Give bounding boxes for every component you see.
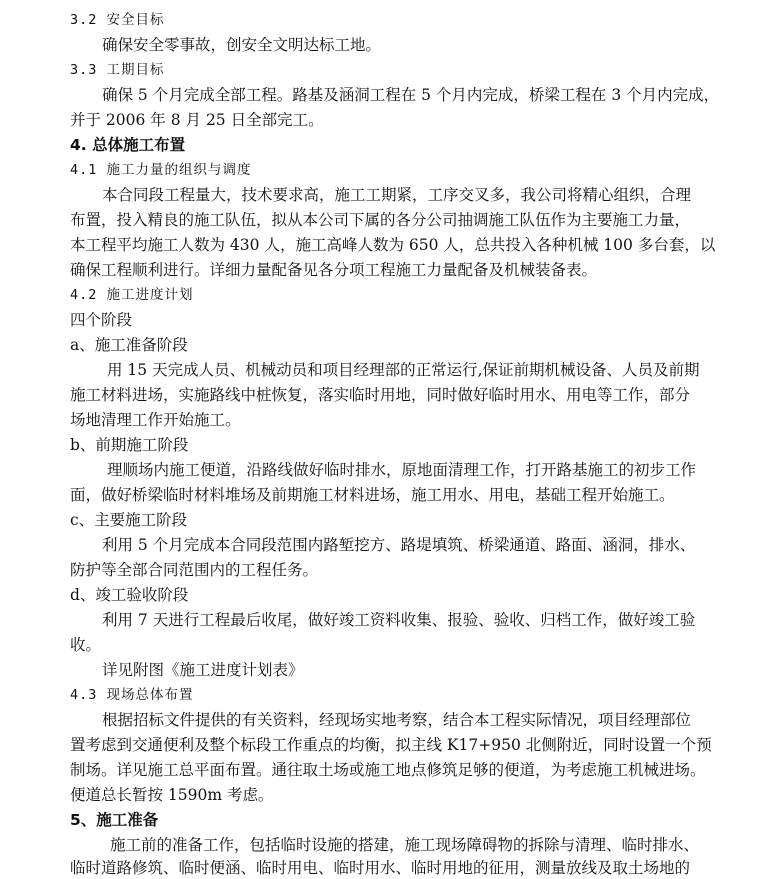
stage-heading-d: d、竣工验收阶段 <box>70 586 189 604</box>
paragraph-line: 确保安全零事故，创安全文明达标工地。 <box>102 36 382 54</box>
figure-reference: 详见附图《施工进度计划表》 <box>102 661 304 679</box>
section-heading-3-2: 3.2 安全目标 <box>70 12 165 28</box>
stage-heading-b: b、前期施工阶段 <box>70 436 189 454</box>
paragraph-line: 本合同段工程量大，技术要求高，施工工期紧，工序交叉多，我公司将精心组织，合理 <box>102 186 692 204</box>
section-heading-4-3: 4.3 现场总体布置 <box>70 687 194 703</box>
paragraph-line: 置考虑到交通便利及整个标段工作重点的均衡，拟主线 K17+950 北侧附近，同时设置一个预 <box>70 736 712 754</box>
paragraph-line: 利用 5 个月完成本合同段范围内路堑挖方、路堤填筑、桥梁通道、路面、涵洞，排水、 <box>102 536 696 554</box>
paragraph-line: 布置，投入精良的施工队伍，拟从本公司下属的各分公司抽调施工队伍作为主要施工力量， <box>70 211 691 229</box>
paragraph-line: 确保 5 个月完成全部工程。路基及涵洞工程在 5 个月内完成，桥梁工程在 3 个月内完成， <box>102 86 720 104</box>
section-heading-3-3: 3.3 工期目标 <box>70 62 165 78</box>
paragraph-line: 施工前的准备工作，包括临时设施的搭建，施工现场障碍物的拆除与清理、临时排水、 <box>110 836 700 854</box>
stage-count-label: 四个阶段 <box>70 311 133 329</box>
paragraph-line: 理顺场内施工便道，沿路线做好临时排水，原地面清理工作，打开路基施工的初步工作 <box>107 461 697 479</box>
section-heading-4-2: 4.2 施工进度计划 <box>70 287 194 303</box>
section-heading-4-1: 4.1 施工力量的组织与调度 <box>70 162 252 178</box>
stage-heading-c: c、主要施工阶段 <box>70 511 188 529</box>
paragraph-line: 利用 7 天进行工程最后收尾，做好竣工资料收集、报验、验收、归档工作，做好竣工验 <box>102 611 696 629</box>
paragraph-line: 防护等全部合同范围内的工程任务。 <box>70 561 319 579</box>
paragraph-line: 面，做好桥梁临时材料堆场及前期施工材料进场，施工用水、用电，基础工程开始施工。 <box>70 486 675 504</box>
paragraph-line: 临时道路修筑、临时便涵、临时用电、临时用水、临时用地的征用，测量放线及取土场地的 <box>70 859 691 877</box>
section-heading-4: 4. 总体施工布置 <box>70 136 186 154</box>
section-heading-5: 5、施工准备 <box>70 811 159 829</box>
paragraph-line: 施工材料进场，实施路线中桩恢复，落实临时用地，同时做好临时用水、用电等工作，部分 <box>70 386 691 404</box>
paragraph-line: 本工程平均施工人数为 430 人，施工高峰人数为 650 人，总共投入各种机械 100 多台套，以 <box>70 236 716 254</box>
paragraph-line: 便道总长暂按 1590m 考虑。 <box>70 786 274 804</box>
stage-heading-a: a、施工准备阶段 <box>70 336 188 354</box>
paragraph-line: 用 15 天完成人员、机械动员和项目经理部的正常运行,保证前期机械设备、人员及前期 <box>107 361 700 379</box>
paragraph-line: 收。 <box>70 636 102 654</box>
paragraph-line: 确保工程顺利进行。详细力量配备见各分项工程施工力量配备及机械装备表。 <box>70 261 598 279</box>
paragraph-line: 场地清理工作开始施工。 <box>70 411 241 429</box>
paragraph-line: 并于 2006 年 8 月 25 日全部完工。 <box>70 111 324 129</box>
paragraph-line: 根据招标文件提供的有关资料，经现场实地考察，结合本工程实际情况，项目经理部位 <box>102 711 692 729</box>
paragraph-line: 制场。详见施工总平面布置。通往取土场或施工地点修筑足够的便道，为考虑施工机械进场。 <box>70 761 706 779</box>
